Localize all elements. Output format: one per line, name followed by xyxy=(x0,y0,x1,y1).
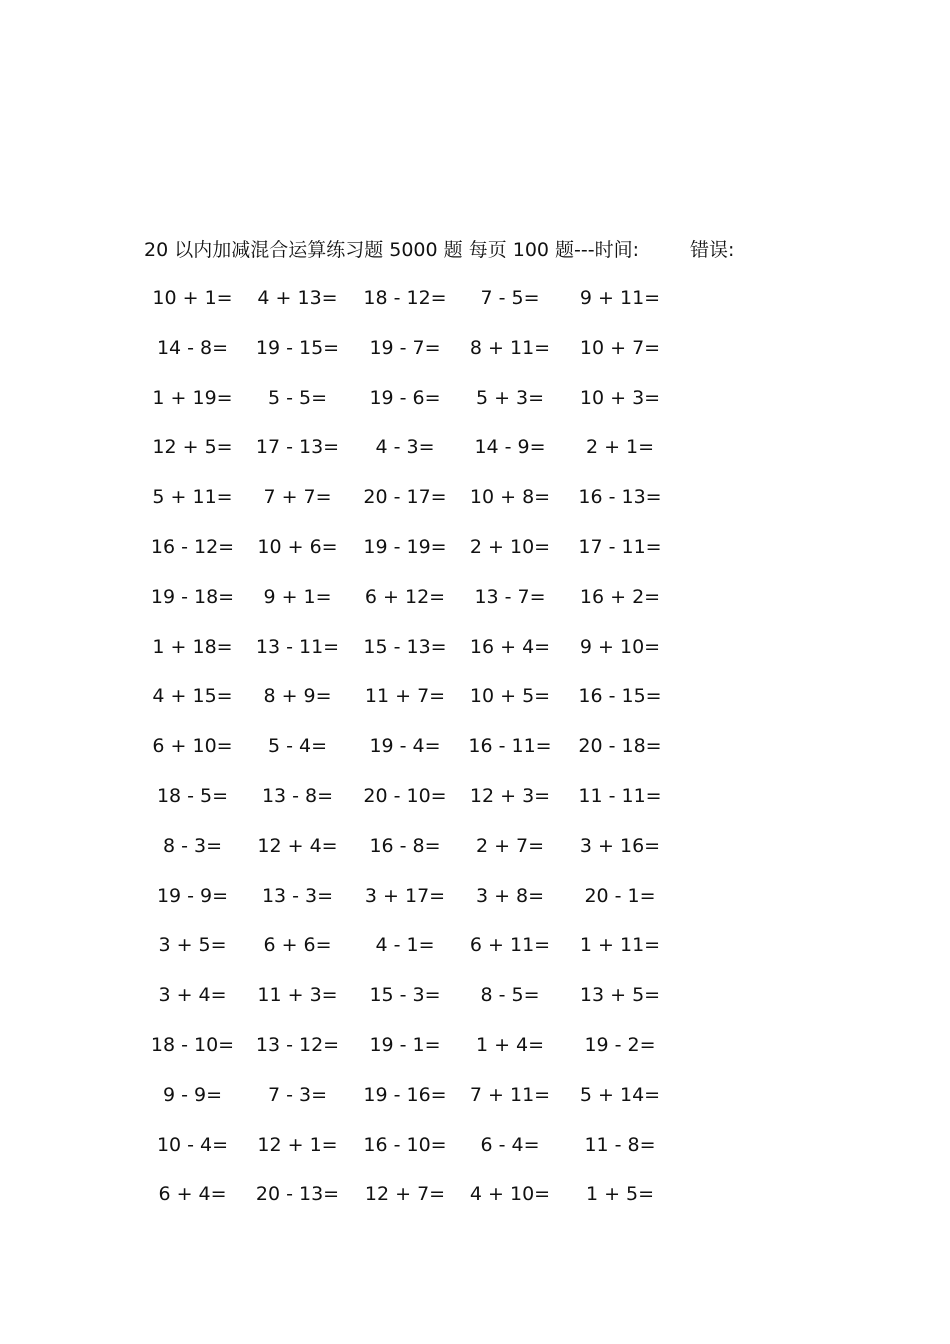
problem-cell: 10 + 8= xyxy=(469,486,551,509)
problem-cell: 9 + 11= xyxy=(579,287,661,309)
problem-cell: 6 + 4= xyxy=(158,1183,227,1206)
problem-cell: 8 + 9= xyxy=(263,685,332,708)
problem-cell: 3 + 16= xyxy=(579,834,661,857)
problem-cell: 5 + 3= xyxy=(475,386,545,409)
problem-cell: 5 - 5= xyxy=(267,386,328,409)
problem-cell: 20 - 1= xyxy=(584,884,656,907)
problem-cell: 6 + 10= xyxy=(152,735,233,758)
problem-cell: 12 + 5= xyxy=(152,436,233,459)
problem-cell: 13 - 3= xyxy=(261,884,334,907)
problem-cell: 12 + 3= xyxy=(469,784,551,807)
problem-cell: 16 - 11= xyxy=(468,735,552,758)
problem-cell: 20 - 17= xyxy=(363,486,447,509)
problem-cell: 13 - 11= xyxy=(255,635,340,658)
problem-cell: 16 - 8= xyxy=(369,834,441,857)
problem-cell: 1 + 18= xyxy=(152,635,233,658)
problem-cell: 12 + 1= xyxy=(257,1133,338,1156)
problem-cell: 5 + 11= xyxy=(152,486,233,509)
problem-cell: 6 + 6= xyxy=(263,934,332,957)
problem-cell: 19 - 4= xyxy=(369,735,441,758)
problem-cell: 19 - 9= xyxy=(156,884,229,907)
problem-cell: 1 + 11= xyxy=(579,934,661,957)
worksheet-header xyxy=(144,236,804,264)
problem-cell: 6 + 11= xyxy=(469,934,551,957)
errors-label: 错误: xyxy=(690,239,735,261)
problem-cell: 8 - 3= xyxy=(162,834,223,857)
problem-cell: 12 + 4= xyxy=(257,834,338,857)
problem-cell: 6 - 4= xyxy=(480,1133,540,1156)
problem-cell: 3 + 4= xyxy=(158,984,227,1007)
problem-cell: 18 - 12= xyxy=(363,287,447,309)
problem-cell: 3 + 17= xyxy=(364,884,446,907)
problem-cell: 20 - 13= xyxy=(255,1183,340,1206)
problem-cell: 5 + 14= xyxy=(579,1083,661,1106)
problem-cell: 2 + 7= xyxy=(475,834,545,857)
problem-cell: 11 + 3= xyxy=(257,984,338,1007)
problem-cell: 10 + 7= xyxy=(579,336,661,359)
worksheet-title: 20 以内加减混合运算练习题 5000 题 每页 100 题---时间: xyxy=(144,239,640,261)
problem-cell: 19 - 19= xyxy=(363,535,447,558)
problem-cell: 10 - 4= xyxy=(156,1133,229,1156)
problem-cell: 11 + 7= xyxy=(364,685,446,708)
problem-cell: 19 - 15= xyxy=(255,336,340,359)
problem-cell: 8 - 5= xyxy=(480,984,540,1007)
problem-cell: 16 - 12= xyxy=(150,535,235,558)
problem-cell: 7 + 7= xyxy=(263,486,332,509)
problem-cell: 1 + 4= xyxy=(475,1033,545,1056)
problem-cell: 15 - 3= xyxy=(369,984,441,1007)
problem-cell: 18 - 5= xyxy=(156,784,229,807)
problem-cell: 13 + 5= xyxy=(579,984,661,1007)
problem-cell: 10 + 3= xyxy=(579,386,661,409)
problem-cell: 16 - 15= xyxy=(578,685,662,708)
problem-cell: 16 + 2= xyxy=(579,585,661,608)
problem-cell: 7 - 3= xyxy=(267,1083,328,1106)
problem-cell: 17 - 11= xyxy=(578,535,662,558)
problem-cell: 4 + 15= xyxy=(152,685,233,708)
problem-cell: 6 + 12= xyxy=(364,585,446,608)
problem-cell: 19 - 2= xyxy=(584,1033,656,1056)
problem-cell: 11 - 8= xyxy=(584,1133,656,1156)
problem-cell: 5 - 4= xyxy=(267,735,328,758)
problem-cell: 13 - 12= xyxy=(255,1033,340,1056)
problem-cell: 4 + 13= xyxy=(257,287,338,309)
problem-cell: 4 - 3= xyxy=(375,436,435,459)
problem-cell: 9 + 1= xyxy=(263,585,332,608)
problem-grid xyxy=(140,284,680,1230)
problem-cell: 10 + 6= xyxy=(257,535,338,558)
problem-cell: 15 - 13= xyxy=(363,635,447,658)
problem-cell: 14 - 9= xyxy=(474,436,546,459)
problem-cell: 16 - 13= xyxy=(578,486,662,509)
problem-cell: 20 - 18= xyxy=(578,735,662,758)
problem-cell: 12 + 7= xyxy=(364,1183,446,1206)
problem-cell: 1 + 5= xyxy=(585,1183,655,1206)
problem-cell: 10 + 1= xyxy=(152,287,233,309)
problem-cell: 13 - 7= xyxy=(474,585,546,608)
problem-cell: 18 - 10= xyxy=(150,1033,235,1056)
problem-cell: 8 + 11= xyxy=(469,336,551,359)
problem-cell: 10 + 5= xyxy=(469,685,551,708)
problem-cell: 2 + 1= xyxy=(585,436,655,459)
problem-cell: 19 - 1= xyxy=(369,1033,441,1056)
problem-cell: 16 + 4= xyxy=(469,635,551,658)
problem-cell: 14 - 8= xyxy=(156,336,229,359)
problem-cell: 19 - 7= xyxy=(369,336,441,359)
problem-cell: 11 - 11= xyxy=(578,784,662,807)
problem-cell: 9 - 9= xyxy=(162,1083,223,1106)
problem-cell: 4 - 1= xyxy=(375,934,435,957)
problem-cell: 7 - 5= xyxy=(480,287,540,309)
problem-cell: 1 + 19= xyxy=(152,386,233,409)
problem-cell: 19 - 18= xyxy=(150,585,235,608)
problem-cell: 20 - 10= xyxy=(363,784,447,807)
problem-cell: 7 + 11= xyxy=(469,1083,551,1106)
problem-cell: 17 - 13= xyxy=(255,436,340,459)
problem-cell: 13 - 8= xyxy=(261,784,334,807)
problem-cell: 19 - 16= xyxy=(363,1083,447,1106)
problem-cell: 19 - 6= xyxy=(369,386,441,409)
problem-cell: 16 - 10= xyxy=(363,1133,447,1156)
problem-cell: 4 + 10= xyxy=(469,1183,551,1206)
problem-cell: 3 + 5= xyxy=(158,934,227,957)
problem-cell: 2 + 10= xyxy=(469,535,551,558)
problem-cell: 3 + 8= xyxy=(475,884,545,907)
problem-cell: 9 + 10= xyxy=(579,635,661,658)
